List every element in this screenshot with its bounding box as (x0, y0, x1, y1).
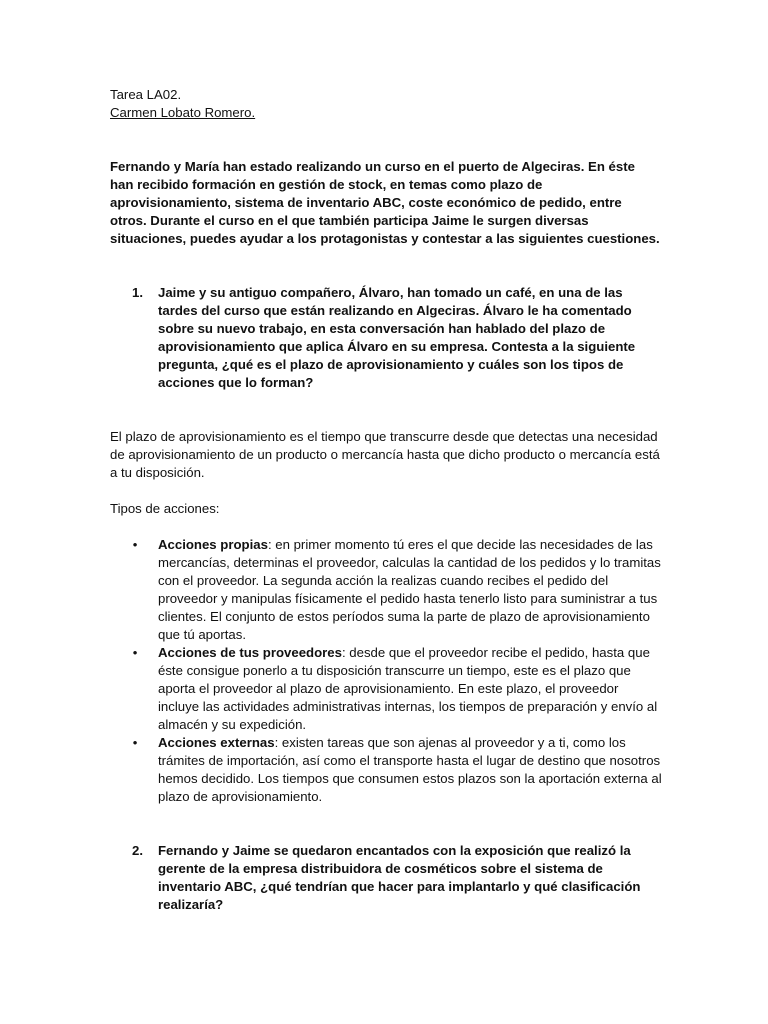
list-item-text (158, 644, 662, 734)
intro-paragraph: Fernando y María han estado realizando un curso en el puerto de Algeciras. En éste han recibido formación en gestión de stock, en temas como plazo de aprovisionamiento, sistema de inventario ABC, coste económico de pedido, entre otros. Durante el curso en el que también participa Jaime le surgen diversas situaciones, puedes ayudar a los protagonistas y contestar a las siguientes cuestiones. (110, 159, 660, 246)
list-item-description: : existen tareas que son ajenas al proveedor y a ti, como los trámites de importación, así como el transporte hasta el lugar de destino que nosotros hemos decidido. Los tiempos que consumen estos plazos son la aportación externa al plazo de aprovisionamiento. (158, 735, 662, 804)
answer-definition: El plazo de aprovisionamiento es el tiempo que transcurre desde que detectas una necesidad de aprovisionamiento de un producto o mercancía hasta que dicho producto o mercancía está a tu disposición. (110, 429, 660, 480)
list-item-term: Acciones de tus proveedores (158, 645, 342, 660)
list-item-description: : desde que el proveedor recibe el pedido, hasta que éste consigue ponerlo a tu disposición transcurre un tiempo, este es el plazo que aporta el proveedor al plazo de aprovisionamiento. En este plazo, el proveedor incluye las actividades administrativas internas, los tiempos de preparación y envío al almacén y su expedición. (158, 645, 658, 732)
list-item-text (158, 734, 662, 806)
bullet-icon: • (132, 537, 138, 552)
list-item-text (158, 536, 662, 644)
question-1 (110, 284, 662, 392)
author-name: Carmen Lobato Romero. (110, 105, 256, 120)
assignment-title: Tarea LA02. (110, 87, 182, 102)
list-item-description: : en primer momento tú eres el que decide las necesidades de las mercancías, determinas el proveedor, calculas la cantidad de los pedidos y lo tramitas con el proveedor. La segunda acción la realizas cuando recibes el pedido del proveedor y manipulas físicamente el pedido hasta tenerlo listo para suministrar a tus clientes. El conjunto de estos períodos suma la parte de plazo de aprovisionamiento que tú aportas. (158, 537, 661, 642)
list-item (110, 536, 662, 644)
list-item-term: Acciones propias (158, 537, 268, 552)
list-item-term: Acciones externas (158, 735, 275, 750)
question-2 (110, 842, 662, 914)
question-text: Fernando y Jaime se quedaron encantados con la exposición que realizó la gerente de la empresa distribuidora de cosméticos sobre el sistema de inventario ABC, ¿qué tendrían que hacer para implantarlo y qué clasificación realizaría? (158, 843, 641, 912)
bullet-icon: • (132, 645, 138, 660)
list-item (110, 644, 662, 734)
question-text: Jaime y su antiguo compañero, Álvaro, han tomado un café, en una de las tardes del curso que están realizando en Algeciras. Álvaro le ha comentado sobre su nuevo trabajo, en esta conversación han hablado del plazo de aprovisionamiento que aplica Álvaro en su empresa. Contesta a la siguiente pregunta, ¿qué es el plazo de aprovisionamiento y cuáles son los tipos de acciones que lo forman? (158, 285, 636, 390)
bullet-icon: • (132, 735, 138, 750)
question-number: 2. (132, 843, 143, 858)
question-number: 1. (132, 285, 143, 300)
document-body (110, 86, 662, 914)
types-heading: Tipos de acciones: (110, 501, 220, 516)
list-item (110, 734, 662, 806)
actions-list (110, 536, 662, 806)
